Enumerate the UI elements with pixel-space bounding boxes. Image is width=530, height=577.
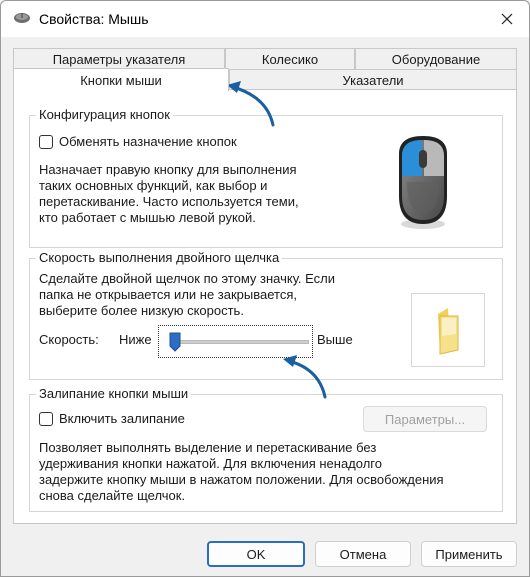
tab-pointers[interactable]: Указатели — [229, 69, 517, 90]
speed-slow-label: Ниже — [119, 332, 152, 347]
close-icon — [501, 13, 513, 25]
speed-label: Скорость: — [39, 332, 99, 347]
button-config-group-label: Конфигурация кнопок — [36, 107, 173, 122]
click-lock-description: Позволяет выполнять выделение и перетаскивание без удерживания кнопки нажатой. Для включения ненадолго задержите кнопку мыши в нажатом положении. Для освобождения снова сделайте щелчок. — [39, 440, 444, 503]
tab-wheel[interactable]: Колесико — [225, 48, 355, 69]
title-bar — [1, 1, 529, 37]
click-lock-label: Включить залипание — [59, 411, 185, 426]
folder-icon — [412, 294, 484, 366]
swap-buttons-checkbox[interactable] — [39, 135, 53, 149]
click-lock-group-label: Залипание кнопки мыши — [36, 386, 191, 401]
test-folder-box[interactable] — [411, 293, 485, 367]
ok-button[interactable]: OK — [207, 541, 305, 567]
window-title: Свойства: Мышь — [39, 11, 149, 27]
mouse-icon — [13, 12, 31, 24]
tab-buttons[interactable]: Кнопки мыши — [13, 68, 229, 91]
apply-button[interactable]: Применить — [421, 541, 517, 567]
mouse-image-box — [359, 120, 487, 244]
tab-hardware[interactable]: Оборудование — [355, 48, 517, 69]
button-config-description: Назначает правую кнопку для выполнения таких основных функций, как выбор и перетаскивание. Часто используется теми, кто работает с мышью левой рукой. — [39, 162, 299, 225]
speed-slider-thumb[interactable] — [169, 332, 181, 352]
double-click-group-label: Скорость выполнения двойного щелчка — [36, 250, 282, 265]
swap-buttons-checkbox-row[interactable] — [39, 134, 237, 149]
swap-buttons-label: Обменять назначение кнопок — [59, 134, 237, 149]
annotation-arrow-icon — [223, 79, 283, 129]
double-click-description: Сделайте двойной щелчок по этому значку. Если папка не открывается или не закрывается, выберите более низкую скорость. — [39, 271, 336, 318]
click-lock-settings-button[interactable]: Параметры... — [363, 406, 487, 432]
annotation-arrow-icon — [279, 351, 339, 401]
click-lock-checkbox-row[interactable] — [39, 411, 185, 426]
tab-pointer-options[interactable]: Параметры указателя — [13, 48, 225, 69]
speed-slider-track[interactable] — [177, 340, 309, 344]
click-lock-checkbox[interactable] — [39, 412, 53, 426]
close-button[interactable] — [493, 5, 521, 33]
mouse-illustration-icon — [359, 120, 487, 244]
speed-fast-label: Выше — [317, 332, 353, 347]
cancel-button[interactable]: Отмена — [315, 541, 411, 567]
